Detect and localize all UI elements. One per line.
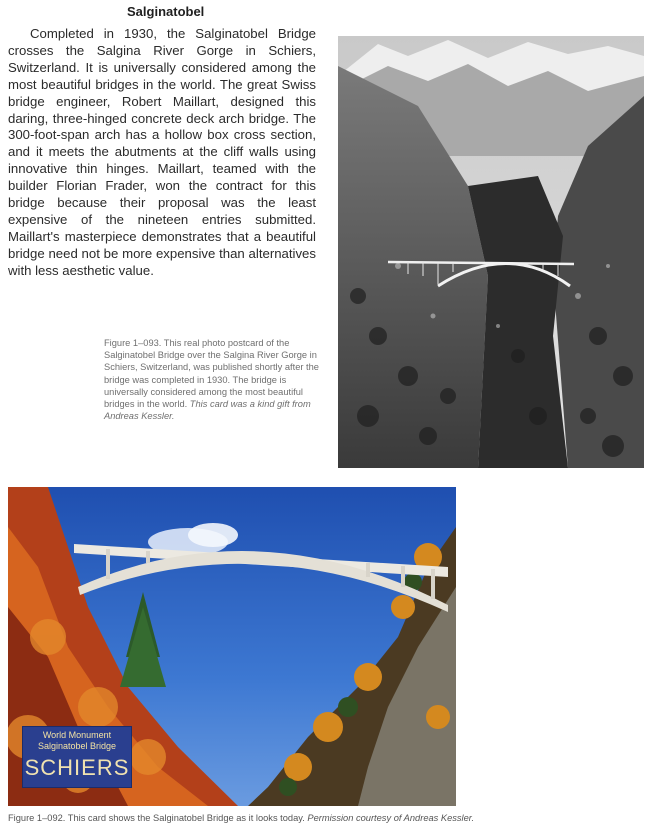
page-title: Salginatobel bbox=[127, 4, 205, 19]
badge-line-1: World Monument bbox=[42, 730, 112, 740]
historic-postcard-photo bbox=[338, 36, 644, 468]
badge-schiers: SCHIERS bbox=[24, 755, 130, 780]
world-monument-badge bbox=[22, 726, 132, 788]
body-paragraph: Completed in 1930, the Salginatobel Bridge crosses the Salgina River Gorge in Schiers, Switzerland. It is universally considered among the most beautiful bridges in the world. The great Swiss bridge engineer, Robert Maillart, designed this daring, three-hinged concrete deck arch bridge. The 300-foot-span arch has a hollow box cross section, and it meets the abutments at the cliff walls using innovative thin hinges. Maillart, teamed with the builder Florian Frader, won the contract for this bridge because their proposal was the least expensive of the nineteen entries submitted. Maillart's masterpiece demonstrates that a beautiful bridge need not be more expensive than alternatives with less aesthetic value. bbox=[8, 26, 316, 278]
figure-092-caption: Figure 1–092. This card shows the Salginatobel Bridge as it looks today. Permission courtesy of Andreas Kessler. bbox=[8, 813, 475, 823]
figure-093-caption: Figure 1–093. This real photo postcard of the Salginatobel Bridge over the Salgina River Gorge in Schiers, Switzerland, was published shortly after the bridge was completed in 1930. The bridge is universally considered among the most beautiful bridges in the world. This card was a kind gift from Andreas Kessler. bbox=[104, 338, 319, 422]
badge-line-2: Salginatobel Bridge bbox=[37, 741, 117, 751]
